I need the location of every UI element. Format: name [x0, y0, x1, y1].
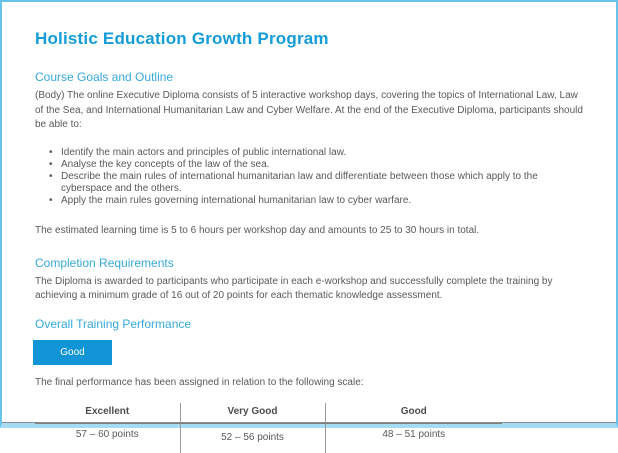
completion-requirements-text: The Diploma is awarded to participants who participate in each e-workshop and successfully complete the training by achieving a minimum grade of 16 out of 20 points for each thematic knowledge assessment. — [35, 275, 553, 302]
points-value: 52 – 56 points — [221, 432, 284, 444]
bullet-item: • Apply the main rules governing international humanitarian law to cyber warfare. — [49, 195, 583, 207]
section-heading-course-goals: Course Goals and Outline — [35, 70, 174, 84]
performance-badge[interactable]: Good — [33, 340, 112, 365]
course-goals-bullet-list — [35, 147, 583, 208]
table-row — [35, 424, 502, 453]
scale-intro-text: The final performance has been assigned in relation to the following scale: — [35, 376, 364, 388]
bullet-item: • Describe the main rules of international humanitarian law and differentiate between those which apply to the cyberspace and the others. — [49, 171, 583, 195]
table-header-very-good: Very Good — [180, 403, 325, 424]
points-value: 57 – 60 points — [75, 429, 139, 441]
course-goals-intro: (Body) The online Executive Diploma consists of 5 interactive workshop days, covering the topics of International Law, Law of the Sea, and International Humanitarian Law and Cyber Welfare. At the end of the Executive Diploma, participants should be able to: — [35, 90, 583, 130]
table-header-row — [35, 403, 502, 424]
points-value: 48 – 51 points — [382, 429, 446, 441]
page-title: Holistic Education Growth Program — [35, 29, 329, 48]
table-cell-excellent-points — [35, 424, 180, 453]
performance-scale-table — [35, 403, 502, 453]
learning-time-text: The estimated learning time is 5 to 6 hours per workshop day and amounts to 25 to 30 hours in total. — [35, 225, 480, 237]
bullet-item: • Identify the main actors and principles of public international law. — [49, 147, 583, 159]
table-header-excellent: Excellent — [35, 403, 180, 424]
section-heading-completion-requirements: Completion Requirements — [35, 255, 174, 270]
table-cell-very-good-points — [180, 424, 325, 453]
table-cell-good-points — [325, 424, 502, 453]
bullet-item: • Analyse the key concepts of the law of the sea. — [49, 159, 583, 171]
section-heading-overall-performance: Overall Training Performance — [35, 316, 192, 331]
table-header-good: Good — [325, 403, 502, 424]
